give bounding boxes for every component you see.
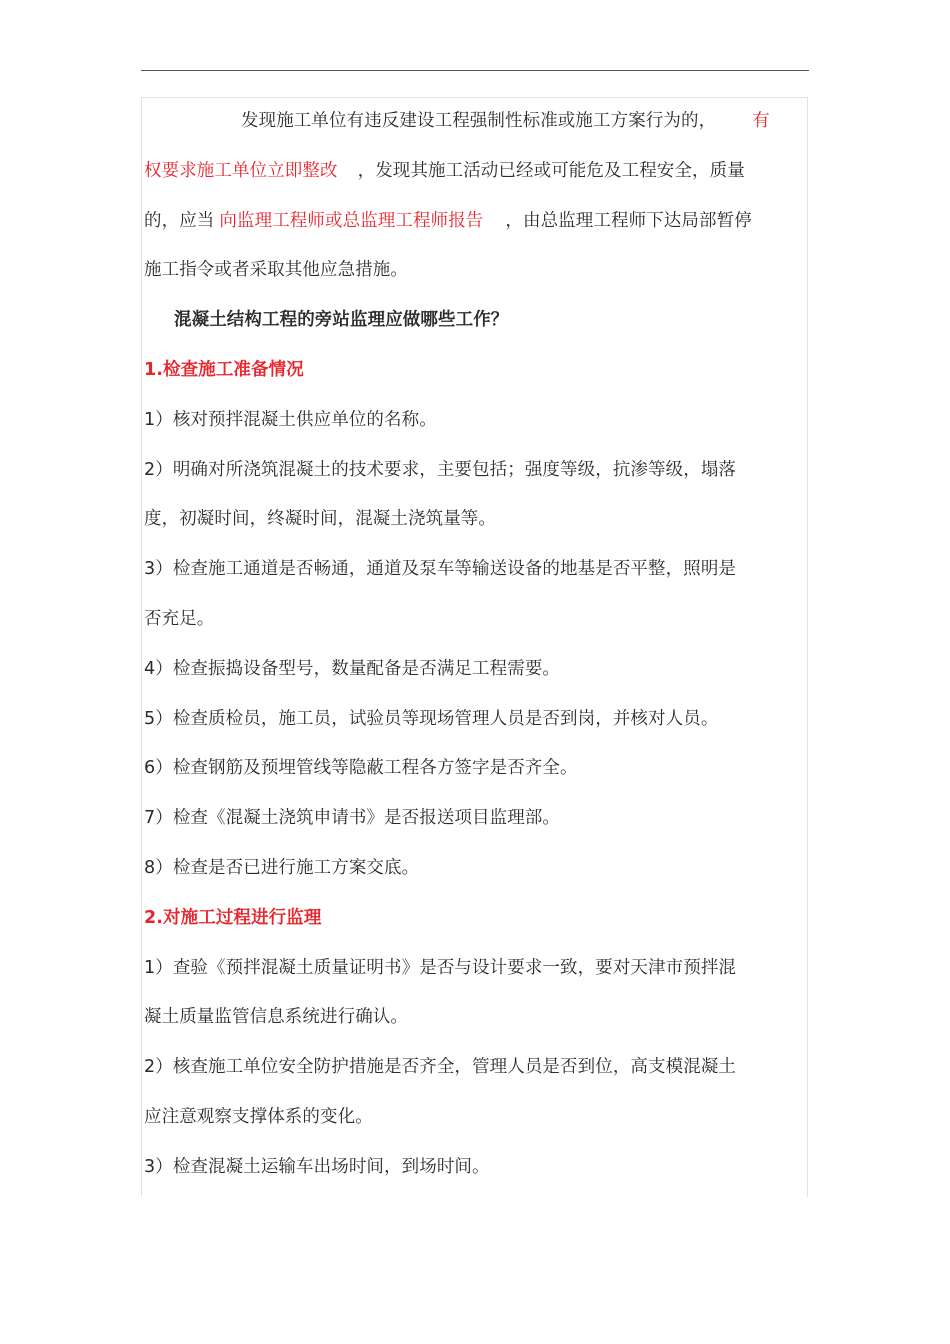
question-heading bbox=[144, 296, 804, 346]
intro-highlight: 权要求施工单位立即整改 bbox=[144, 160, 338, 181]
list-item: 8）检查是否已进行施工方案交底。 bbox=[144, 857, 420, 878]
list-item: 7）检查《混凝土浇筑申请书》是否报送项目监理部。 bbox=[144, 808, 561, 829]
intro-line-2 bbox=[144, 147, 804, 197]
intro-line-4 bbox=[144, 246, 804, 296]
intro-text: ，由总监理工程师下达局部暂停 bbox=[505, 210, 752, 231]
intro-highlight: 向监理工程师或总监理工程师报告 bbox=[219, 210, 484, 231]
list-item: 2）核查施工单位安全防护措施是否齐全，管理人员是否到位，高支模混凝土 bbox=[144, 1057, 737, 1078]
question-text: 混凝土结构工程的旁站监理应做哪些工作？ bbox=[174, 310, 509, 331]
list-item: 1）核对预拌混凝土供应单位的名称。 bbox=[144, 409, 437, 430]
section-heading-text: 2.对施工过程进行监理 bbox=[144, 907, 322, 928]
list-item: 3）检查混凝土运输车出场时间，到场时间。 bbox=[144, 1156, 490, 1177]
intro-line-1 bbox=[144, 97, 804, 147]
list-item: 否充足。 bbox=[144, 608, 215, 629]
intro-text: 施工指令或者采取其他应急措施。 bbox=[144, 260, 408, 281]
intro-line-3 bbox=[144, 197, 804, 247]
intro-text: 发现施工单位有违反建设工程强制性标准或施工方案行为的， bbox=[241, 111, 717, 131]
intro-highlight: 有 bbox=[752, 111, 770, 131]
list-item: 4）检查振捣设备型号，数量配备是否满足工程需要。 bbox=[144, 658, 561, 679]
list-item: 度，初凝时间，终凝时间，混凝土浇筑量等。 bbox=[144, 509, 496, 530]
list-item: 5）检查质检员，施工员，试验员等现场管理人员是否到岗，并核对人员。 bbox=[144, 708, 719, 729]
list-item: 2）明确对所浇筑混凝土的技术要求，主要包括；强度等级，抗渗等级，塌落 bbox=[144, 459, 737, 480]
intro-text: 的，应当 bbox=[144, 210, 215, 231]
section-2-heading bbox=[144, 894, 804, 944]
list-item: 6）检查钢筋及预埋管线等隐蔽工程各方签字是否齐全。 bbox=[144, 758, 578, 779]
intro-text: ，发现其施工活动已经或可能危及工程安全，质量 bbox=[357, 160, 745, 181]
section-heading-text: 1.检查施工准备情况 bbox=[144, 359, 304, 380]
list-item: 凝土质量监管信息系统进行确认。 bbox=[144, 1007, 408, 1028]
list-item: 1）查验《预拌混凝土质量证明书》是否与设计要求一致，要对天津市预拌混 bbox=[144, 957, 737, 978]
list-item: 应注意观察支撑体系的变化。 bbox=[144, 1106, 373, 1127]
document-body bbox=[144, 97, 804, 1193]
list-item: 3）检查施工通道是否畅通，通道及泵车等输送设备的地基是否平整，照明是 bbox=[144, 559, 737, 580]
section-1-heading bbox=[144, 346, 804, 396]
header-rule bbox=[141, 70, 809, 71]
